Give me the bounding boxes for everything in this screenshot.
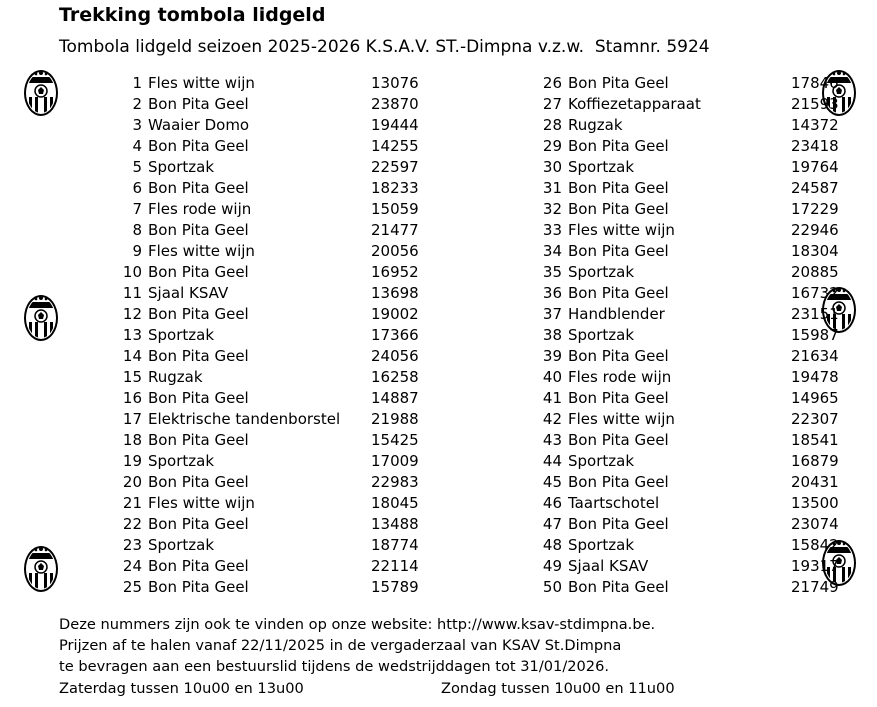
- prize-name: Sjaal KSAV: [148, 284, 229, 302]
- prize-number: 43: [542, 431, 562, 449]
- ticket-number: 13488: [371, 515, 419, 533]
- ticket-number: 15059: [371, 200, 419, 218]
- prize-name: Fles rode wijn: [148, 200, 252, 218]
- footer-inquiry-line: te bevragen aan een bestuurslid tijdens de wedstrijddagen tot 31/01/2026.: [59, 658, 610, 675]
- ticket-number: 14887: [371, 389, 419, 407]
- footer-website-line: Deze nummers zijn ook te vinden op onze website: http://www.ksav-stdimpna.be.: [59, 616, 656, 633]
- prize-name: Bon Pita Geel: [568, 515, 669, 533]
- prize-name: Sportzak: [148, 326, 215, 344]
- ticket-number: 23870: [371, 95, 419, 113]
- prize-number: 45: [542, 473, 562, 491]
- ticket-number: 24587: [791, 179, 839, 197]
- prize-number: 5: [132, 158, 142, 176]
- prize-number: 42: [542, 410, 562, 428]
- ticket-number: 15425: [371, 431, 419, 449]
- ticket-number: 15842: [791, 536, 839, 554]
- ticket-number: 14965: [791, 389, 839, 407]
- prize-number: 28: [542, 116, 562, 134]
- ticket-number: 13076: [371, 74, 419, 92]
- prize-name: Sportzak: [568, 326, 635, 344]
- prize-number: 2: [132, 95, 142, 113]
- prize-number: 16: [122, 389, 142, 407]
- ticket-number: 17846: [791, 74, 839, 92]
- prize-number: 49: [542, 557, 562, 575]
- prize-number: 19: [122, 452, 142, 470]
- prize-number: 34: [542, 242, 562, 260]
- prize-name: Sportzak: [148, 158, 215, 176]
- prize-number: 14: [122, 347, 142, 365]
- prize-name: Bon Pita Geel: [148, 557, 249, 575]
- ticket-number: 20885: [791, 263, 839, 281]
- ticket-number: 13698: [371, 284, 419, 302]
- prize-name: Bon Pita Geel: [568, 284, 669, 302]
- prize-number: 23: [122, 536, 142, 554]
- prize-name: Bon Pita Geel: [148, 221, 249, 239]
- ticket-number: 22597: [371, 158, 419, 176]
- prize-name: Bon Pita Geel: [568, 347, 669, 365]
- footer-sunday-hours: Zondag tussen 10u00 en 11u00: [441, 680, 675, 697]
- prize-name: Fles witte wijn: [568, 221, 675, 239]
- prize-number: 17: [122, 410, 142, 428]
- prize-name: Bon Pita Geel: [568, 389, 669, 407]
- ticket-number: 22946: [791, 221, 839, 239]
- ticket-number: 19478: [791, 368, 839, 386]
- prize-name: Fles rode wijn: [568, 368, 672, 386]
- prize-number: 37: [542, 305, 562, 323]
- prize-number: 41: [542, 389, 562, 407]
- ticket-number: 17366: [371, 326, 419, 344]
- prize-name: Rugzak: [568, 116, 623, 134]
- prize-name: Bon Pita Geel: [568, 242, 669, 260]
- footer-pickup-line: Prijzen af te halen vanaf 22/11/2025 in de vergaderzaal van KSAV St.Dimpna: [59, 637, 622, 654]
- ticket-number: 23074: [791, 515, 839, 533]
- ticket-number: 19444: [371, 116, 419, 134]
- prize-number: 46: [542, 494, 562, 512]
- ticket-number: 22114: [371, 557, 419, 575]
- ticket-number: 16732: [791, 284, 839, 302]
- prize-name: Bon Pita Geel: [568, 431, 669, 449]
- prize-number: 4: [132, 137, 142, 155]
- page-title: Trekking tombola lidgeld: [59, 4, 326, 26]
- prize-name: Sportzak: [568, 452, 635, 470]
- prize-number: 40: [542, 368, 562, 386]
- prize-number: 9: [132, 242, 142, 260]
- footer-saturday-hours: Zaterdag tussen 10u00 en 13u00: [59, 680, 304, 697]
- prize-number: 12: [122, 305, 142, 323]
- prize-name: Bon Pita Geel: [568, 137, 669, 155]
- prize-number: 6: [132, 179, 142, 197]
- prize-number: 11: [122, 284, 142, 302]
- ticket-number: 15987: [791, 326, 839, 344]
- prize-name: Bon Pita Geel: [568, 200, 669, 218]
- ticket-number: 14255: [371, 137, 419, 155]
- ticket-number: 21988: [371, 410, 419, 428]
- prize-name: Bon Pita Geel: [568, 473, 669, 491]
- ticket-number: 21477: [371, 221, 419, 239]
- prize-name: Koffiezetapparaat: [568, 95, 701, 113]
- prize-name: Bon Pita Geel: [148, 95, 249, 113]
- ticket-number: 23151: [791, 305, 839, 323]
- ticket-number: 18045: [371, 494, 419, 512]
- prize-number: 24: [122, 557, 142, 575]
- prize-number: 21: [122, 494, 142, 512]
- prize-number: 50: [542, 578, 562, 596]
- prize-number: 10: [122, 263, 142, 281]
- prize-number: 33: [542, 221, 562, 239]
- prize-name: Handblender: [568, 305, 665, 323]
- prize-number: 47: [542, 515, 562, 533]
- prize-name: Bon Pita Geel: [148, 137, 249, 155]
- prize-number: 13: [122, 326, 142, 344]
- prize-number: 20: [122, 473, 142, 491]
- prize-name: Sportzak: [148, 536, 215, 554]
- ticket-number: 20056: [371, 242, 419, 260]
- prize-name: Rugzak: [148, 368, 203, 386]
- ticket-number: 19317: [791, 557, 839, 575]
- prize-name: Fles witte wijn: [568, 410, 675, 428]
- ticket-number: 19002: [371, 305, 419, 323]
- prize-name: Bon Pita Geel: [148, 347, 249, 365]
- prize-number: 31: [542, 179, 562, 197]
- prize-number: 27: [542, 95, 562, 113]
- prize-number: 44: [542, 452, 562, 470]
- ticket-number: 21749: [791, 578, 839, 596]
- prize-name: Sjaal KSAV: [568, 557, 649, 575]
- prize-number: 38: [542, 326, 562, 344]
- prize-number: 48: [542, 536, 562, 554]
- prize-name: Fles witte wijn: [148, 494, 255, 512]
- prize-number: 29: [542, 137, 562, 155]
- ticket-number: 17009: [371, 452, 419, 470]
- prize-number: 32: [542, 200, 562, 218]
- prize-name: Bon Pita Geel: [148, 179, 249, 197]
- prize-name: Bon Pita Geel: [148, 389, 249, 407]
- prize-name: Sportzak: [568, 158, 635, 176]
- ticket-number: 20431: [791, 473, 839, 491]
- ticket-number: 13500: [791, 494, 839, 512]
- prize-number: 26: [542, 74, 562, 92]
- prize-number: 39: [542, 347, 562, 365]
- prize-number: 15: [122, 368, 142, 386]
- prize-name: Fles witte wijn: [148, 74, 255, 92]
- prize-name: Elektrische tandenborstel: [148, 410, 341, 428]
- ticket-number: 19764: [791, 158, 839, 176]
- prize-number: 25: [122, 578, 142, 596]
- ticket-number: 18774: [371, 536, 419, 554]
- ticket-number: 22983: [371, 473, 419, 491]
- prize-name: Bon Pita Geel: [148, 305, 249, 323]
- club-crest-icon: [23, 543, 59, 593]
- prize-name: Sportzak: [148, 452, 215, 470]
- ticket-number: 24056: [371, 347, 419, 365]
- prize-name: Bon Pita Geel: [148, 578, 249, 596]
- ticket-number: 18233: [371, 179, 419, 197]
- prize-name: Bon Pita Geel: [568, 179, 669, 197]
- prize-name: Sportzak: [568, 536, 635, 554]
- prize-name: Sportzak: [568, 263, 635, 281]
- ticket-number: 15789: [371, 578, 419, 596]
- prize-number: 35: [542, 263, 562, 281]
- prize-number: 36: [542, 284, 562, 302]
- ticket-number: 14372: [791, 116, 839, 134]
- prize-name: Taartschotel: [568, 494, 660, 512]
- prize-name: Bon Pita Geel: [148, 473, 249, 491]
- ticket-number: 18541: [791, 431, 839, 449]
- prize-number: 30: [542, 158, 562, 176]
- club-crest-icon: [23, 292, 59, 342]
- prize-name: Waaier Domo: [148, 116, 250, 134]
- ticket-number: 16258: [371, 368, 419, 386]
- prize-number: 3: [132, 116, 142, 134]
- ticket-number: 18304: [791, 242, 839, 260]
- club-crest-icon: [23, 67, 59, 117]
- ticket-number: 21593: [791, 95, 839, 113]
- ticket-number: 16952: [371, 263, 419, 281]
- prize-number: 22: [122, 515, 142, 533]
- prize-number: 18: [122, 431, 142, 449]
- prize-name: Bon Pita Geel: [568, 74, 669, 92]
- ticket-number: 23418: [791, 137, 839, 155]
- prize-number: 1: [132, 74, 142, 92]
- prize-name: Fles witte wijn: [148, 242, 255, 260]
- prize-name: Bon Pita Geel: [148, 263, 249, 281]
- prize-name: Bon Pita Geel: [148, 431, 249, 449]
- prize-name: Bon Pita Geel: [568, 578, 669, 596]
- prize-number: 7: [132, 200, 142, 218]
- prize-number: 8: [132, 221, 142, 239]
- ticket-number: 21634: [791, 347, 839, 365]
- prize-name: Bon Pita Geel: [148, 515, 249, 533]
- page-subtitle: Tombola lidgeld seizoen 2025-2026 K.S.A.V. ST.-Dimpna v.z.w. Stamnr. 5924: [59, 37, 710, 57]
- ticket-number: 17229: [791, 200, 839, 218]
- ticket-number: 22307: [791, 410, 839, 428]
- ticket-number: 16879: [791, 452, 839, 470]
